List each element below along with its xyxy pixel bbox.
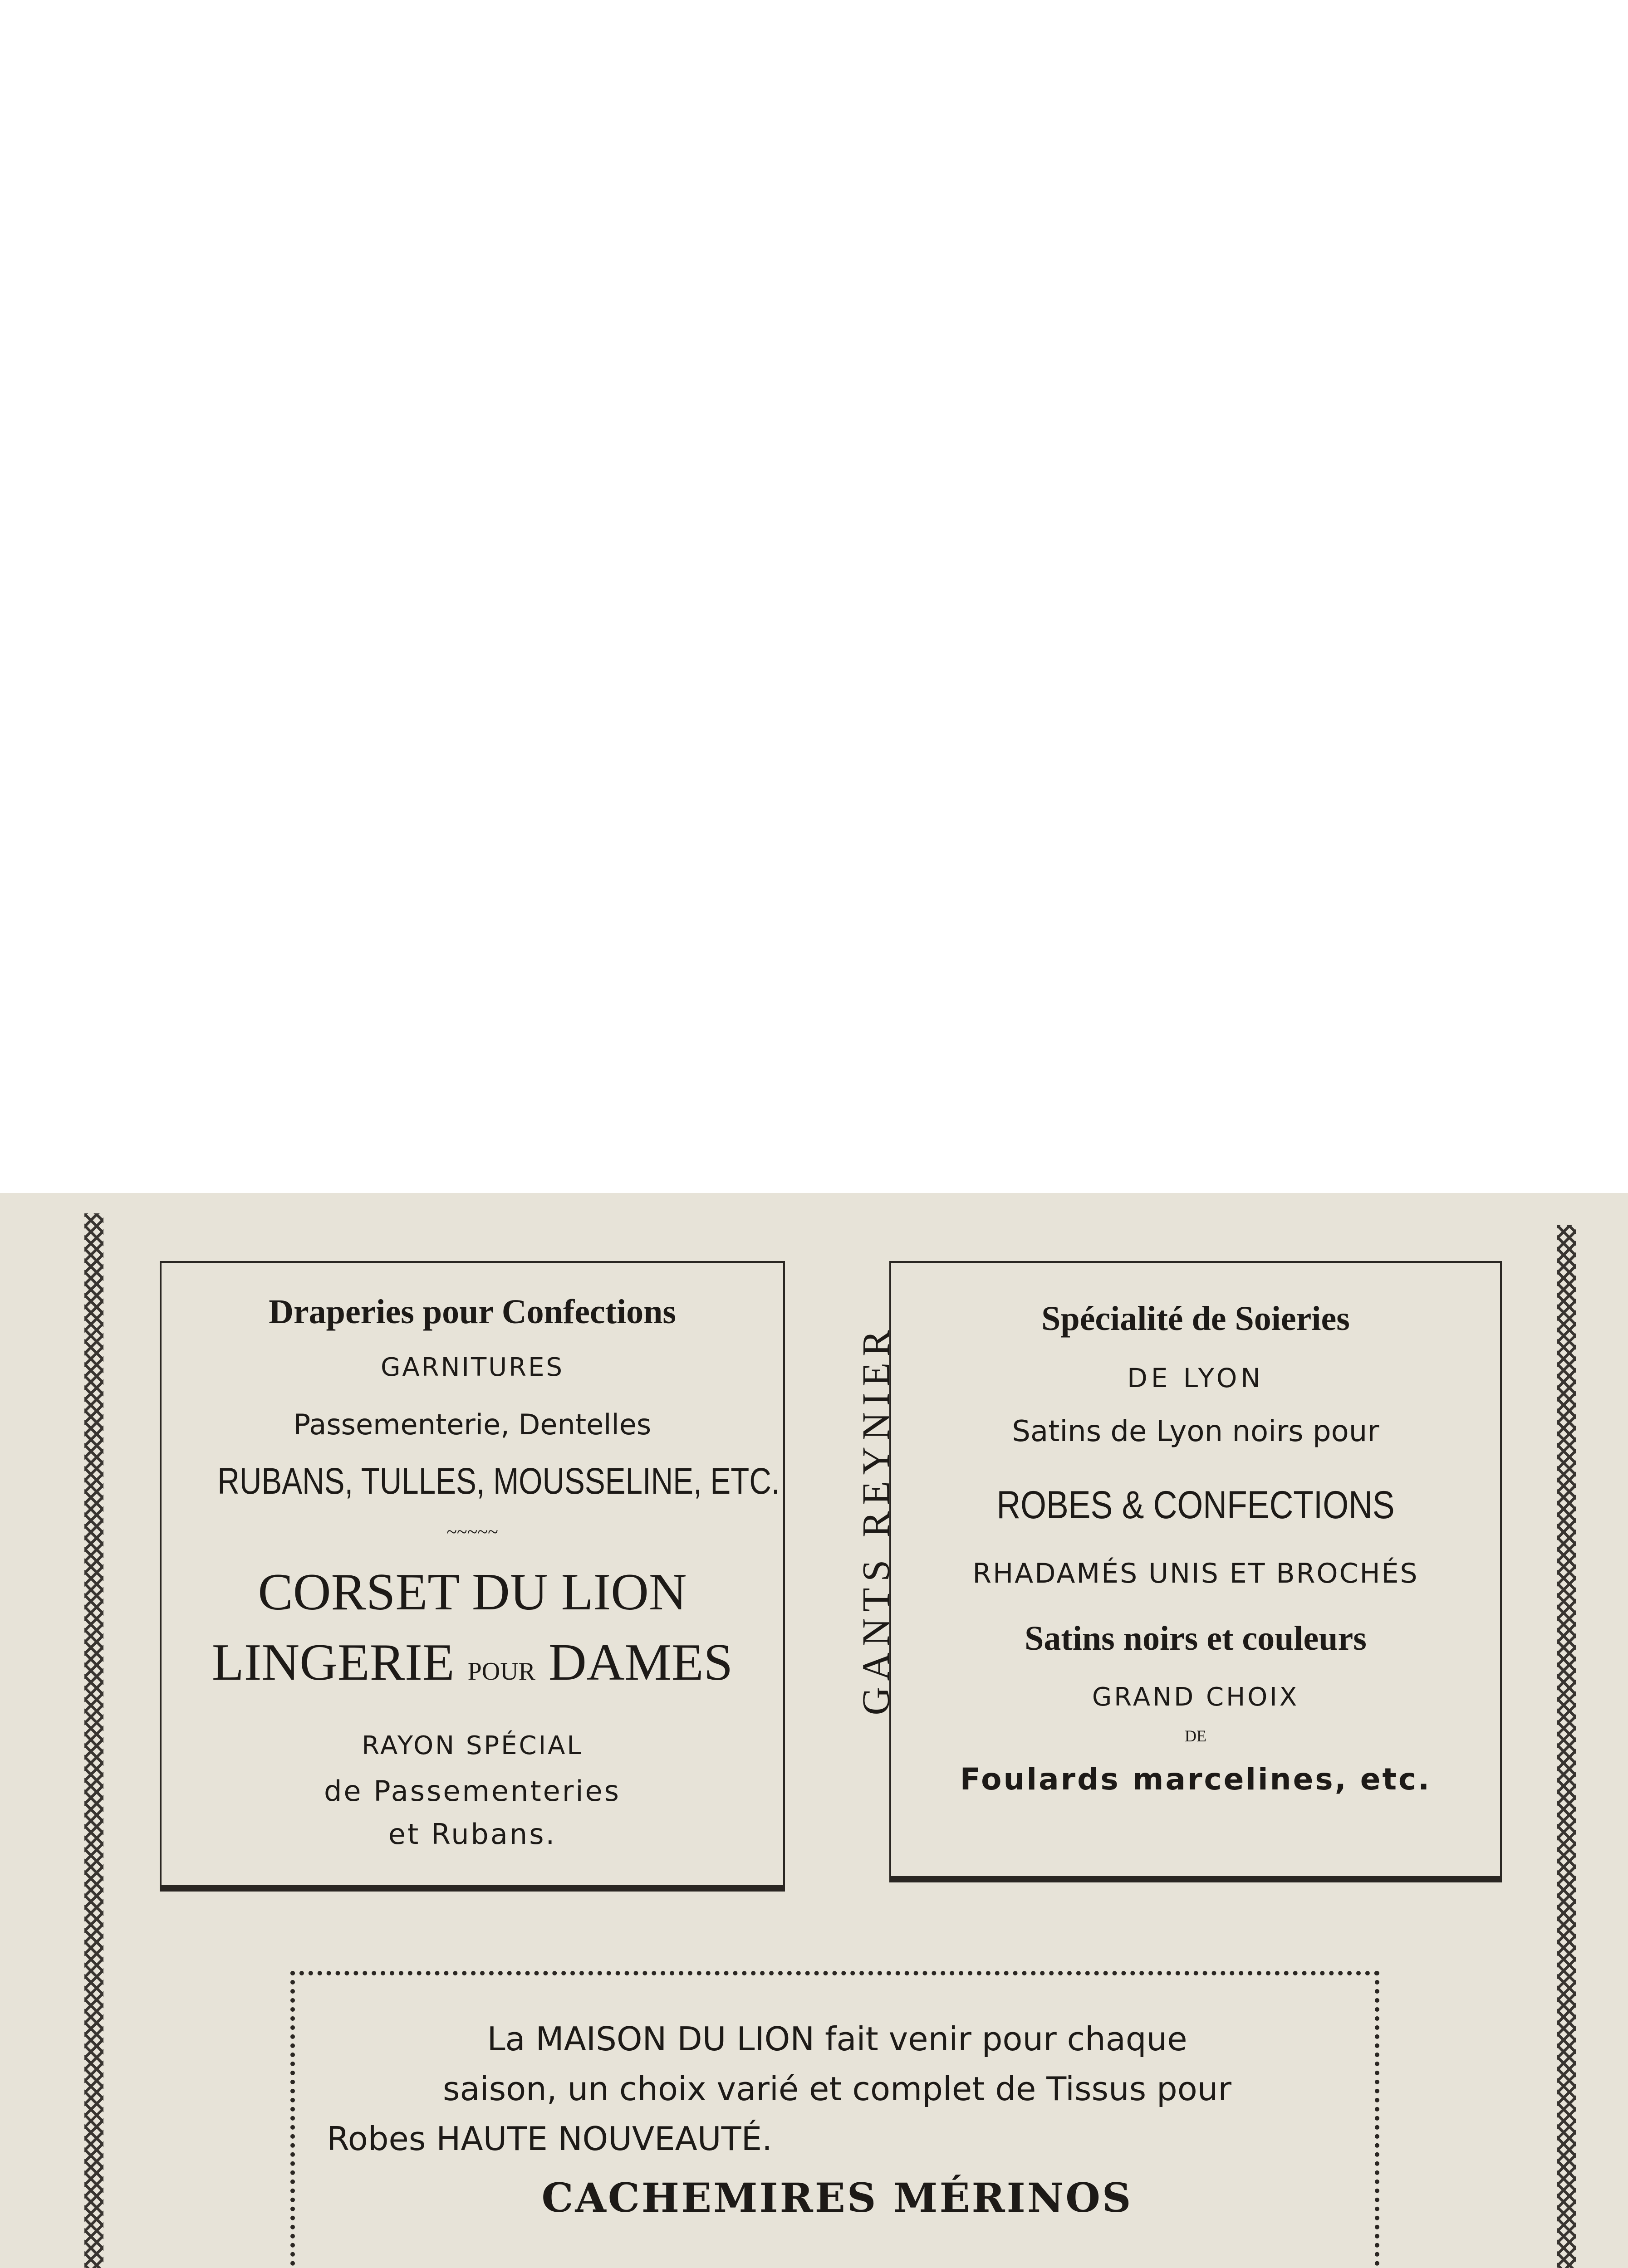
- right-panel-rhadames: RHADAMÉS UNIS ET BROCHÉS: [972, 1558, 1419, 1589]
- chain-border-right: [1557, 1225, 1576, 2268]
- left-panel-rayon: RAYON SPÉCIAL: [362, 1731, 583, 1760]
- left-panel-rubans: RUBANS, TULLES, MOUSSELINE, ETC.: [217, 1461, 780, 1502]
- left-panel-garnitures: GARNITURES: [380, 1353, 564, 1382]
- notice-line-3: Robes HAUTE NOUVEAUTÉ.: [327, 2120, 772, 2158]
- left-panel-subtitle-c: DAMES: [549, 1633, 733, 1691]
- center-notice: [327, 2014, 1348, 2232]
- right-panel-lyon: DE LYON: [1127, 1363, 1264, 1393]
- left-panel-rubans-end: et Rubans.: [388, 1818, 557, 1851]
- right-panel-satins: Satins de Lyon noirs pour: [1012, 1415, 1379, 1448]
- right-panel: [889, 1261, 1502, 1878]
- right-panel-heading: Spécialité de Soieries: [1041, 1300, 1350, 1338]
- right-panel-robes: ROBES & CONFECTIONS: [996, 1483, 1395, 1527]
- left-panel-passementeries: de Passementeries: [324, 1774, 621, 1808]
- right-panel-foulards: Foulards marcelines, etc.: [960, 1762, 1432, 1797]
- right-panel-satins-noirs: Satins noirs et couleurs: [1025, 1619, 1367, 1657]
- left-panel-subtitle: [162, 1633, 783, 1693]
- left-panel-divider: ~~~~~: [446, 1522, 498, 1543]
- left-panel-passementerie: Passementerie, Dentelles: [293, 1408, 652, 1441]
- left-panel-heading: Draperies pour Confections: [269, 1293, 676, 1331]
- notice-line-1: La MAISON DU LION fait venir pour chaque: [487, 2020, 1187, 2058]
- right-panel-de: DE: [1185, 1727, 1206, 1745]
- left-panel: [160, 1261, 785, 1887]
- chain-border-left: [84, 1213, 103, 2268]
- left-panel-subtitle-a: LINGERIE: [211, 1633, 455, 1691]
- notice-line-4: CACHEMIRES MÉRINOS: [541, 2174, 1133, 2221]
- left-panel-title: CORSET DU LION: [258, 1563, 687, 1621]
- notice-line-2: saison, un choix varié et complet de Tissus pour: [442, 2070, 1232, 2108]
- gants-reynier-label: GANTS REYNIER: [854, 1324, 897, 1716]
- left-panel-subtitle-b: POUR: [467, 1657, 536, 1686]
- right-panel-grand-choix: GRAND CHOIX: [1092, 1682, 1299, 1712]
